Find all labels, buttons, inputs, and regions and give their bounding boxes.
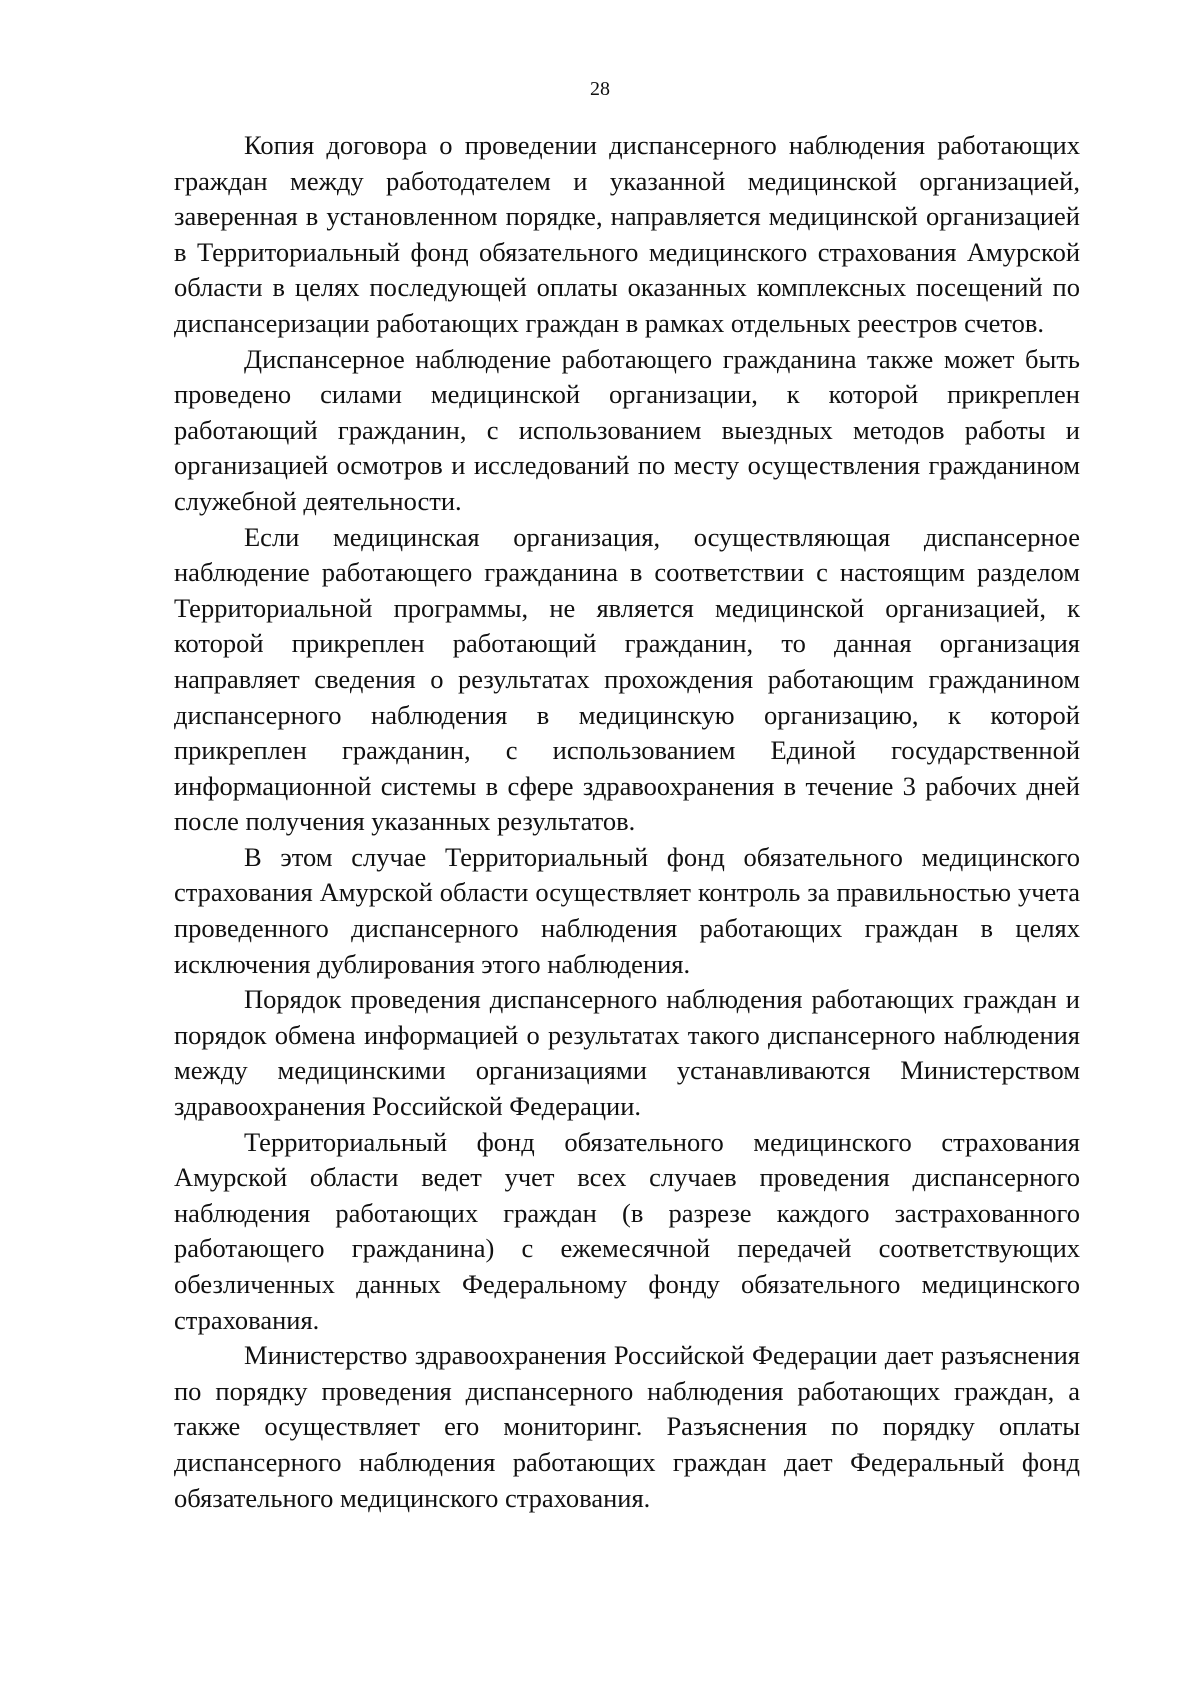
paragraph: Порядок проведения диспансерного наблюдения работающих граждан и порядок обмена информацией о результатах такого диспансерного наблюдения между медицинскими организациями устанавливаются Министерством здравоохранения Российской Федерации. [174,984,1080,1122]
paragraph: Если медицинская организация, осуществляющая диспансерное наблюдение работающего гражданина в соответствии с настоящим разделом Территориальной программы, не является медицинской организацией, к которой прикреплен работающий гражданин, то данная организация направляет сведения о результатах прохождения работающим гражданином диспансерного наблюдения в медицинскую организацию, к которой прикреплен гражданин, с использованием Единой государственной информационной системы в сфере здравоохранения в течение 3 рабочих дней после получения указанных результатов. [174,521,1080,837]
paragraph: Министерство здравоохранения Российской Федерации дает разъяснения по порядку проведения диспансерного наблюдения работающих граждан, а также осуществляет его мониторинг. Разъяснения по порядку оплаты диспансерного наблюдения работающих граждан дает Федеральный фонд обязательного медицинского страхования. [174,1340,1080,1513]
paragraph: Копия договора о проведении диспансерного наблюдения работающих граждан между работодателем и указанной медицинской организацией, заверенная в установленном порядке, направляется медицинской организацией в Территориальный фонд обязательного медицинского страхования Амурской области в целях последующей оплаты оказанных комплексных посещений по диспансеризации работающих граждан в рамках отдельных реестров счетов. [174,130,1080,338]
paragraph: Диспансерное наблюдение работающего гражданина также может быть проведено силами медицинской организации, к которой прикреплен работающий гражданин, с использованием выездных методов работы и организацией осмотров и исследований по месту осуществления гражданином служебной деятельности. [174,343,1080,516]
page-number: 28 [590,78,610,100]
paragraph: Территориальный фонд обязательного медицинского страхования Амурской области ведет учет всех случаев проведения диспансерного наблюдения работающих граждан (в разрезе каждого застрахованного работающего гражданина) с ежемесячной передачей соответствующих обезличенных данных Федеральному фонду обязательного медицинского страхования. [174,1126,1080,1335]
document-body [174,128,1080,1516]
paragraph: В этом случае Территориальный фонд обязательного медицинского страхования Амурской области осуществляет контроль за правильностью учета проведенного диспансерного наблюдения работающих граждан в целях исключения дублирования этого наблюдения. [174,841,1080,979]
